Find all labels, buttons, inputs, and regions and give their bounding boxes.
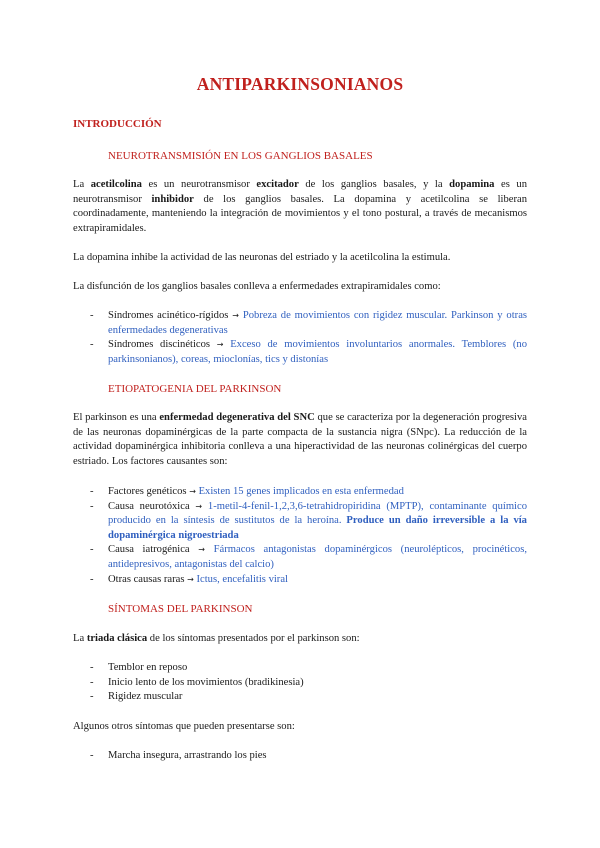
triad-list bbox=[73, 661, 527, 705]
list-item: - Factores genéticos → Existen 15 genes implicados en esta enfermedad bbox=[90, 486, 404, 497]
subsection-heading-neurotransmision: NEUROTRANSMISIÓN EN LOS GANGLIOS BASALES bbox=[108, 150, 373, 162]
list-item: - Rigidez muscular bbox=[90, 691, 183, 703]
list-item: - Síndromes discinéticos → Exceso de movimientos involuntarios anormales. Temblores (no parkinsonianos), coreas, mioclonías, tics y distonías bbox=[90, 339, 527, 365]
paragraph-other-symptoms: Algunos otros síntomas que pueden presentarse son: bbox=[73, 721, 295, 732]
list-item: - Inicio lento de los movimientos (bradikinesia) bbox=[90, 676, 304, 688]
list-item: - Otras causas raras → Ictus, encefalitis viral bbox=[90, 573, 288, 585]
arrow-right-icon: → bbox=[232, 311, 239, 320]
paragraph-neurotransmitters: La acetilcolina es un neurotransmisor excitador de los ganglios basales, y la dopamina es un neurotransmisor inhibidor de los ganglios basales. La dopamina y acetilcolina se liberan coordinadamente, manteniendo la integración de movimientos y el tono postural, a través de mecanismos extrapiramidales. bbox=[73, 179, 527, 234]
syndromes-list bbox=[73, 309, 527, 367]
paragraph-parkinson-definition: El parkinson es una enfermedad degenerativa del SNC que se caracteriza por la degeneración progresiva de las neuronas dopaminérgicas de la parte compacta de la sustancia nigra (SNpc). La reducción de la actividad dopaminérgica inhibitoria conlleva a una hiperactividad de las neuronas colinérgicas del cuerpo estriado. Los factores causantes son: bbox=[73, 412, 527, 467]
list-item: - Causa neurotóxica → 1-metil-4-fenil-1,2,3,6-tetrahidropiridina (MPTP), contaminante químico producido en la síntesis de sustitutos de la heroína. Produce un daño irreversible a la vía dopaminérgica nigroestriada bbox=[90, 500, 528, 541]
arrow-right-icon: → bbox=[189, 487, 196, 496]
list-item: - Causa iatrogénica → Fármacos antagonistas dopaminérgicos (neurolépticos, procinéticos, antidepresivos, antagonistas del calcio) bbox=[90, 544, 527, 570]
subsection-heading-sintomas: SÍNTOMAS DEL PARKINSON bbox=[108, 603, 253, 615]
list-item: - Síndromes acinético-rígidos → Pobreza de movimientos con rigidez muscular. Parkinson y otras enfermedades degenerativas bbox=[90, 310, 528, 336]
arrow-right-icon: → bbox=[187, 574, 194, 584]
paragraph-dysfunction: La disfunción de los ganglios basales conlleva a enfermedades extrapiramidales como: bbox=[73, 281, 441, 292]
page-title: ANTIPARKINSONIANOS bbox=[196, 74, 404, 94]
paragraph-triad: La triada clásica de los síntomas presentados por el parkinson son: bbox=[73, 633, 360, 644]
other-symptoms-list bbox=[73, 749, 527, 764]
arrow-right-icon: → bbox=[195, 501, 203, 511]
factors-list bbox=[73, 485, 527, 587]
arrow-right-icon: → bbox=[216, 340, 224, 350]
subsection-heading-etiopatogenia: ETIOPATOGENIA DEL PARKINSON bbox=[108, 383, 282, 395]
section-heading-introduccion: INTRODUCCIÓN bbox=[73, 118, 162, 130]
list-item: - Marcha insegura, arrastrando los pies bbox=[90, 750, 267, 761]
list-item: - Temblor en reposo bbox=[90, 662, 188, 673]
arrow-right-icon: → bbox=[198, 545, 205, 555]
paragraph-dopamine-inhibits: La dopamina inhibe la actividad de las neuronas del estriado y la acetilcolina la estimula. bbox=[73, 252, 451, 263]
